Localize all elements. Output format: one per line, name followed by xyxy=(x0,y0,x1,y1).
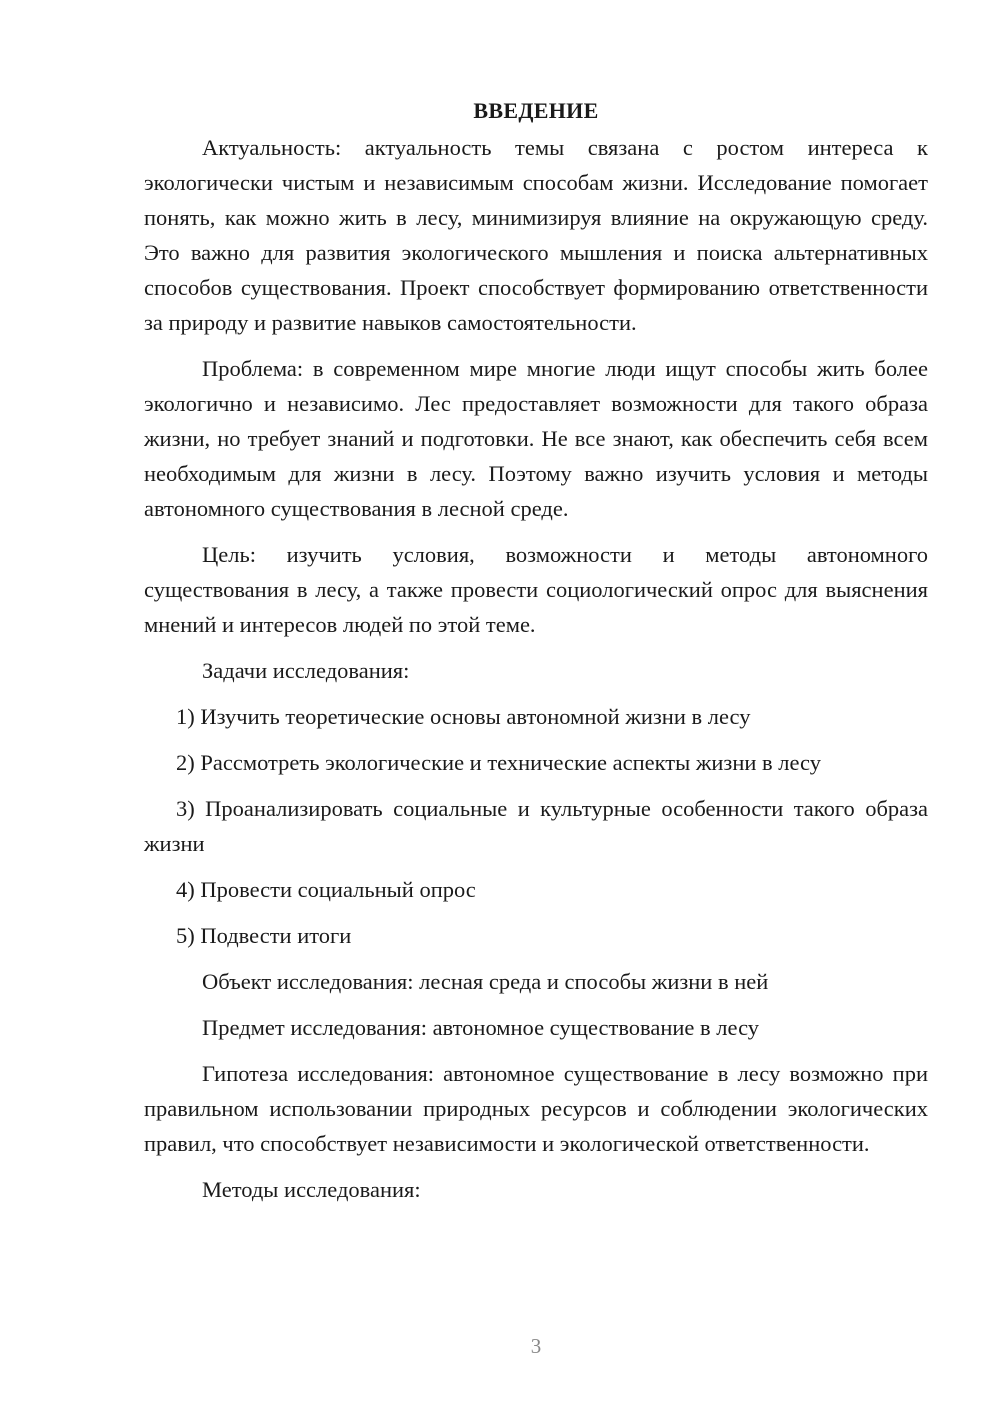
paragraph-goal: Цель: изучить условия, возможности и методы автономного существования в лесу, а также провести социологический опрос для выяснения мнений и интересов людей по этой теме. xyxy=(144,542,928,637)
task-item-1: 1) Изучить теоретические основы автономной жизни в лесу xyxy=(176,704,751,729)
research-hypothesis: Гипотеза исследования: автономное существование в лесу возможно при правильном использовании природных ресурсов и соблюдении экологических правил, что способствует независимости и экологической ответственности. xyxy=(144,1061,928,1156)
paragraph-relevance: Актуальность: актуальность темы связана с ростом интереса к экологически чистым и независимым способам жизни. Исследование помогает понять, как можно жить в лесу, минимизируя влияние на окружающую среду. Это важно для развития экологического мышления и поиска альтернативных способов существования. Проект способствует формированию ответственности за природу и развитие навыков самостоятельности. xyxy=(144,135,928,335)
page-title: ВВЕДЕНИЕ xyxy=(473,98,599,123)
task-item-5: 5) Подвести итоги xyxy=(176,923,352,948)
task-item-4: 4) Провести социальный опрос xyxy=(176,877,476,902)
tasks-heading: Задачи исследования: xyxy=(202,658,410,683)
methods-heading: Методы исследования: xyxy=(202,1177,421,1202)
paragraph-problem: Проблема: в современном мире многие люди ищут способы жить более экологично и независимо. Лес предоставляет возможности для такого образа жизни, но требует знаний и подготовки. Не все знают, как обеспечить себя всем необходимым для жизни в лесу. Поэтому важно изучить условия и методы автономного существования в лесной среде. xyxy=(144,356,928,521)
research-object: Объект исследования: лесная среда и способы жизни в ней xyxy=(202,969,769,994)
research-subject: Предмет исследования: автономное существование в лесу xyxy=(202,1015,760,1040)
task-item-3: 3) Проанализировать социальные и культурные особенности такого образа жизни xyxy=(144,796,928,856)
task-item-2: 2) Рассмотреть экологические и технические аспекты жизни в лесу xyxy=(176,750,821,775)
page-content xyxy=(144,96,928,1218)
page-number: 3 xyxy=(530,1334,542,1358)
